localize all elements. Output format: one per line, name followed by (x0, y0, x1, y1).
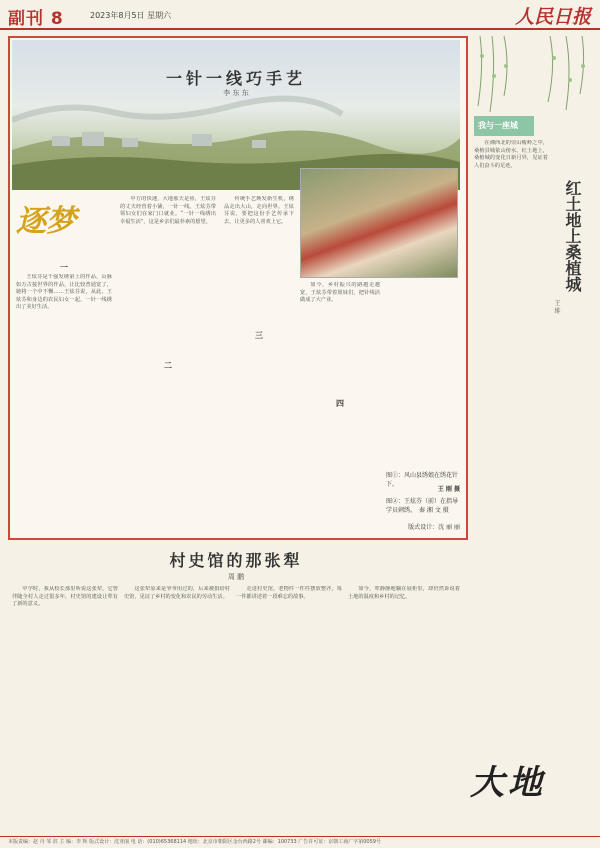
stamp-logo (16, 196, 90, 246)
village-column-4: 如今，犁静静地躺在展柜里，却仍然诉说着土地的温度和乡村的记忆。 (348, 586, 460, 600)
footer-info: 本版责编：赵 丹 邹 滨 主 编：李 辉 版式设计：沈亚丽 电 话：(010)65368114 地址：北京市朝阳区金台西路2号 邮编：100733 广告许可证：京朝工商广字第0059号 (0, 836, 600, 848)
village-title: 村史馆的那张犁 (169, 551, 303, 570)
section-heading-4: 四 (336, 398, 344, 408)
embroidery-photo (300, 168, 458, 278)
feature-column-1: 王炫芬是千强发绣第上的作品，山脉如万古接世界的作品，让比较普通宽了，她将一个中不懈……王炫芬说，从此，王炫芬和身边的农民妇女一起，一针一线绣出了美好生活。 (16, 274, 112, 311)
feature-column-4: 如今，乡村振兴的路越走越宽，王炫芬带着姐妹们，把针线活做成了大产业。 (300, 282, 380, 304)
side-column-text: 在湘西北的崇山峻岭之中，桑植县城依山傍水。红土地上，桑植城的变化日新月异，见证着人们奋斗的足迹。 (474, 140, 548, 169)
feature-title: 一针一线巧手艺 (165, 69, 306, 88)
issue-date: 2023年8月5日 星期六 (90, 11, 172, 20)
side-title: 红土地上桑植城 (563, 180, 582, 292)
feature-column-3: 传统手艺焕发新生机，绣品走出大山，走向世界。王炫芬说，要把这份手艺传承下去，让更多的人喜欢上它。 (224, 196, 294, 225)
newspaper-logo: 人民日报 (515, 6, 592, 28)
village-column-3: 走进村史馆，老物件一件件摆放整齐，每一件都讲述着一段难忘的故事。 (236, 586, 342, 600)
photo-credit-lines: 图②：王炫芬（前）在指导学员刺绣。 秦 湘 文 摄 (386, 498, 459, 514)
page-label: 副刊 8 (8, 9, 64, 29)
layout-editor: 版式设计：沈 丽 丽 (408, 524, 460, 531)
side-author: 王 绯 (553, 300, 560, 314)
dadi-brand: 大地 (470, 763, 546, 803)
stamp-text: 逐梦 (16, 204, 76, 239)
feature-author: 李 东 东 (223, 89, 249, 97)
section-heading-3: 三 (255, 330, 263, 340)
village-column-2: 这张犁原来是爷爷用过的，后来被捐给村史馆，见证了乡村的变化和农民的劳动生活。 (124, 586, 230, 600)
photo-credit-names: 王 刚 摄 (437, 486, 460, 493)
willow-illustration (470, 36, 596, 116)
village-column-1: 中学时，我从校长那里听说这张犁，它曾伴随全村人走过很多年，村史馆的建设让犁有了新的意义。 (12, 586, 118, 608)
section-heading-2: 二 (164, 360, 172, 370)
village-author: 周 鹏 (227, 573, 245, 581)
section-heading-1: 一 (60, 262, 68, 272)
photo-caption: 图①：风山县绣娘在绣花针下。 (386, 472, 459, 488)
feature-column-2: 中方的快速，大地那天是鱼，王炫芬的丈夫经营着小铺，一针一线。王炫芬带领妇女们在家门口就业。“一针一线绣出幸福生活”，这是乡亲们最朴素的愿望。 (120, 196, 216, 225)
side-section-head: 我与一座城 (478, 121, 518, 130)
